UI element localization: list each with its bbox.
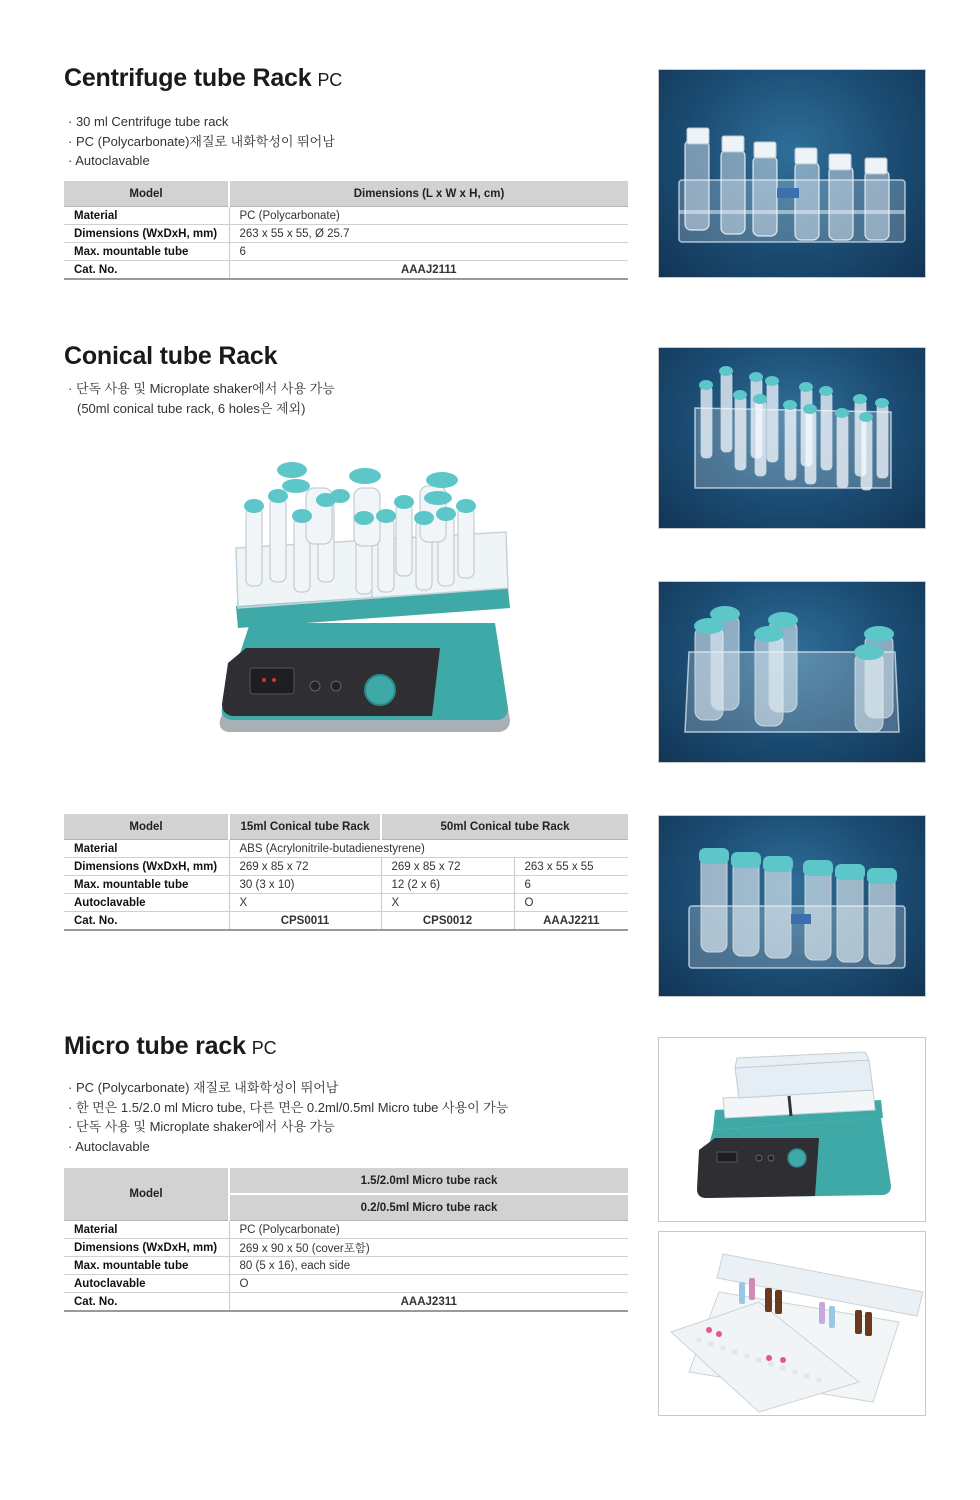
conical-15ml-rack-photo [658, 347, 926, 529]
table-header-row [64, 814, 628, 840]
bullet-item: · PC (Polycarbonate) 재질로 내화학성이 뛰어남 [68, 1078, 508, 1098]
micro-title [64, 1032, 276, 1061]
table-row [64, 225, 628, 243]
table-row [64, 207, 628, 225]
table-header-row [64, 181, 628, 207]
micro-rack-open-photo [658, 1231, 926, 1416]
cell-value: 6 [514, 876, 628, 894]
table-row [64, 912, 628, 931]
bullet-item: · 단독 사용 및 Microplate shaker에서 사용 가능 [68, 379, 335, 399]
centrifuge-title-suffix: PC [317, 70, 343, 90]
cell-value: 30 (3 x 10) [229, 876, 381, 894]
row-label: Material [64, 840, 229, 858]
row-label: Autoclavable [64, 1275, 229, 1293]
row-label: Material [64, 207, 229, 225]
micro-bullets [68, 1078, 508, 1156]
header-15ml: 15ml Conical tube Rack [229, 814, 381, 840]
bullet-continuation: (50ml conical tube rack, 6 holes은 제외) [77, 400, 306, 416]
centrifuge-bullets [68, 112, 335, 171]
table-row [64, 840, 628, 858]
cat-no-value: AAAJ2311 [229, 1293, 628, 1312]
table-row [64, 1239, 628, 1257]
centrifuge-title-text: Centrifuge tube Rack [64, 64, 312, 92]
row-value: 269 x 90 x 50 (cover포함) [229, 1239, 628, 1257]
cell-value: 12 (2 x 6) [381, 876, 514, 894]
cell-value: X [229, 894, 381, 912]
row-label: Cat. No. [64, 912, 229, 931]
table-row [64, 1257, 628, 1275]
table-row [64, 1275, 628, 1293]
header-dimensions: Dimensions (L x W x H, cm) [229, 181, 628, 207]
row-value: 6 [229, 243, 628, 261]
row-label: Material [64, 1221, 229, 1239]
row-value: PC (Polycarbonate) [229, 1221, 628, 1239]
conical-bullets [68, 379, 335, 418]
row-label: Autoclavable [64, 894, 229, 912]
row-label: Max. mountable tube [64, 1257, 229, 1275]
table-header-row [64, 1168, 628, 1194]
conical-title [64, 342, 277, 371]
shaker-with-conical-racks-photo [210, 458, 520, 748]
row-label: Max. mountable tube [64, 876, 229, 894]
header-02-05ml: 0.2/0.5ml Micro tube rack [229, 1194, 628, 1221]
centrifuge-rack-photo [658, 69, 926, 278]
row-label: Dimensions (WxDxH, mm) [64, 225, 229, 243]
cat-no-value: CPS0012 [381, 912, 514, 931]
conical-50ml-12-rack-photo [658, 581, 926, 763]
row-label: Dimensions (WxDxH, mm) [64, 858, 229, 876]
cell-value: 263 x 55 x 55 [514, 858, 628, 876]
micro-title-text: Micro tube rack [64, 1032, 246, 1060]
row-label: Max. mountable tube [64, 243, 229, 261]
cat-no-value: AAAJ2211 [514, 912, 628, 931]
cat-no-value: CPS0011 [229, 912, 381, 931]
row-value: 80 (5 x 16), each side [229, 1257, 628, 1275]
header-model: Model [64, 1168, 229, 1221]
table-row [64, 243, 628, 261]
table-row [64, 1221, 628, 1239]
row-value: ABS (Acrylonitrile-butadienestyrene) [229, 840, 628, 858]
bullet-item: · Autoclavable [68, 151, 335, 171]
table-row [64, 876, 628, 894]
table-row [64, 1293, 628, 1312]
header-15-20ml: 1.5/2.0ml Micro tube rack [229, 1168, 628, 1194]
header-50ml: 50ml Conical tube Rack [381, 814, 628, 840]
header-model: Model [64, 181, 229, 207]
bullet-item: · 한 면은 1.5/2.0 ml Micro tube, 다른 면은 0.2ml/0.5ml Micro tube 사용이 가능 [68, 1098, 508, 1118]
row-value: 263 x 55 x 55, Ø 25.7 [229, 225, 628, 243]
conical-title-text: Conical tube Rack [64, 342, 278, 370]
cat-no-value: AAAJ2111 [229, 261, 628, 280]
bullet-item: · 30 ml Centrifuge tube rack [68, 112, 335, 132]
conical-50ml-6-rack-photo [658, 815, 926, 997]
conical-spec-table [64, 814, 628, 931]
row-value: PC (Polycarbonate) [229, 207, 628, 225]
shaker-with-micro-rack-photo [658, 1037, 926, 1222]
header-model: Model [64, 814, 229, 840]
cell-value: O [514, 894, 628, 912]
centrifuge-title [64, 64, 342, 93]
bullet-item: · PC (Polycarbonate)재질로 내화학성이 뛰어남 [68, 132, 335, 152]
table-row [64, 894, 628, 912]
bullet-item: · Autoclavable [68, 1137, 508, 1157]
table-row [64, 858, 628, 876]
row-value: O [229, 1275, 628, 1293]
row-label: Cat. No. [64, 1293, 229, 1312]
row-label: Dimensions (WxDxH, mm) [64, 1239, 229, 1257]
row-label: Cat. No. [64, 261, 229, 280]
cell-value: 269 x 85 x 72 [381, 858, 514, 876]
micro-spec-table [64, 1168, 628, 1312]
cell-value: X [381, 894, 514, 912]
micro-title-suffix: PC [251, 1038, 277, 1058]
centrifuge-spec-table [64, 181, 628, 280]
bullet-item: · 단독 사용 및 Microplate shaker에서 사용 가능 [68, 1117, 508, 1137]
table-row [64, 261, 628, 280]
cell-value: 269 x 85 x 72 [229, 858, 381, 876]
